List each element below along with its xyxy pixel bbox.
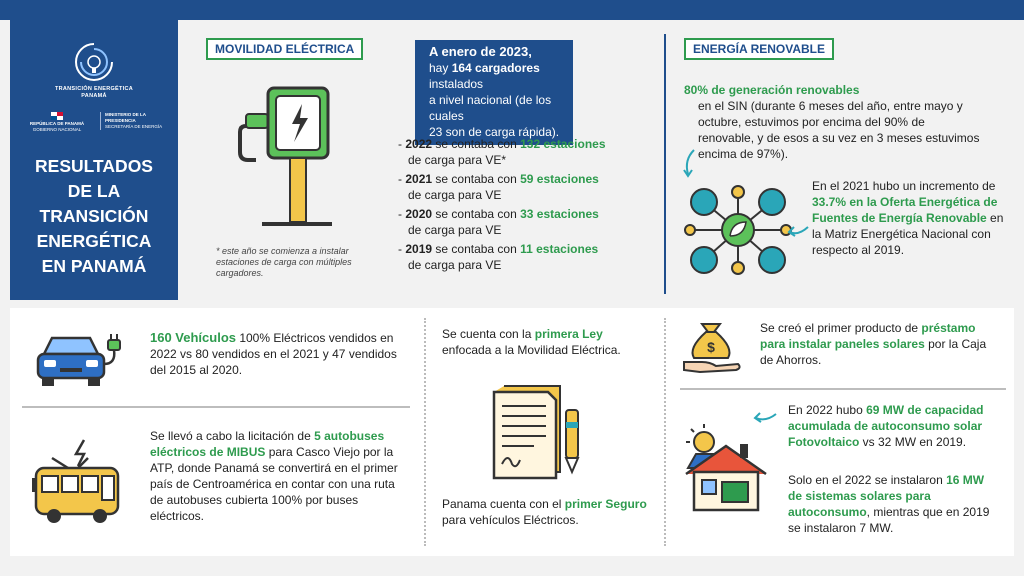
sidebar bbox=[10, 20, 178, 300]
loan-text: Se creó el primer producto de préstamo para instalar paneles solares por la Caja de Ahorros. bbox=[760, 321, 987, 367]
republic-logo bbox=[22, 112, 92, 133]
ministry-label: MINISTERIO DE LA PRESIDENCIA bbox=[105, 112, 146, 123]
logo-text bbox=[10, 86, 178, 100]
arrow-left-icon bbox=[752, 410, 778, 424]
money-hand-icon bbox=[682, 318, 744, 374]
top-bar bbox=[0, 0, 1024, 20]
list-item: - 2019 se contaba con 11 estaciones de carga para VE bbox=[398, 242, 599, 272]
title-line-2: DE LA bbox=[67, 181, 121, 201]
list-item: - 2021 se contaba con 59 estaciones de carga para VE bbox=[398, 172, 599, 202]
chargers-box-line-2: a nivel nacional (de los cuales bbox=[429, 93, 552, 123]
renewable-increase-text: En el 2021 hubo un incremento de 33.7% en la Oferta Energética de Fuentes de Energía Renovable en la Matriz Energética Nacional con respecto al 2019. bbox=[812, 179, 1004, 257]
movilidad-tag: MOVILIDAD ELÉCTRICA bbox=[206, 38, 363, 60]
chargers-box bbox=[415, 40, 573, 145]
government-logos bbox=[22, 112, 172, 134]
solar-capacity-text: En 2022 hubo 69 MW de capacidad acumulada de autoconsumo solar Fotovoltaico vs 32 MW en 2019. bbox=[788, 403, 984, 449]
title-line-1: RESULTADOS bbox=[35, 156, 153, 176]
divider bbox=[680, 388, 1006, 390]
document-pen-icon bbox=[490, 380, 590, 480]
republic-label: REPÚBLICA DE PANAMÁ bbox=[29, 121, 85, 126]
list-item: - 2020 se contaba con 33 estaciones de carga para VE bbox=[398, 207, 599, 237]
svg-text:$: $ bbox=[707, 339, 715, 355]
renewable-body: en el SIN (durante 6 meses del año, entre mayo y octubre, estuvimos por encima del 90% de renovable, y de esos a su vez en 3 meses estuvimos encima de 97%). bbox=[698, 99, 980, 161]
electric-bus-icon bbox=[28, 438, 124, 528]
chargers-box-title: A enero de 2023, bbox=[429, 44, 532, 59]
chargers-box-line-1: hay 164 cargadores instalados bbox=[429, 61, 540, 91]
charging-station-icon bbox=[232, 82, 332, 232]
title-line-4: ENERGÉTICA bbox=[36, 231, 152, 251]
solar-house-icon bbox=[682, 424, 772, 514]
renewable-headline: 80% de generación renovables bbox=[684, 83, 860, 97]
chargers-box-line-3: 23 son de carga rápida). bbox=[429, 125, 560, 139]
title-line-3: TRANSICIÓN bbox=[39, 206, 149, 226]
solar-installed-text: Solo en el 2022 se instalaron 16 MW de sistemas solares para autoconsumo, mientras que en 2019 se instalaron 7 MW. bbox=[788, 473, 990, 535]
page-title bbox=[10, 154, 178, 279]
dotted-divider bbox=[664, 318, 666, 546]
footnote: * este año se comienza a instalar estaciones de carga con múltiples cargadores. bbox=[216, 246, 352, 278]
arrow-left-icon bbox=[786, 224, 810, 238]
title-line-5: EN PANAMÁ bbox=[41, 256, 147, 276]
renewable-generation-text bbox=[684, 82, 984, 162]
gov-label: GOBIERNO NACIONAL bbox=[32, 127, 82, 132]
energy-logo-icon bbox=[72, 40, 116, 84]
panama-flag-icon bbox=[51, 112, 63, 120]
renovable-tag: ENERGÍA RENOVABLE bbox=[684, 38, 834, 60]
ministry-logo bbox=[100, 112, 172, 130]
logo-line-2: PANAMÁ bbox=[81, 93, 107, 99]
electric-car-icon bbox=[34, 328, 126, 392]
secretariat-label: SECRETARÍA DE ENERGÍA bbox=[105, 124, 163, 129]
vehicles-text: 160 Vehículos 100% Eléctricos vendidos en 2022 vs 80 vendidos en el 2021 y 47 vendidos del 2015 al 2020. bbox=[150, 330, 397, 377]
renewable-network-icon bbox=[682, 180, 794, 280]
divider bbox=[22, 406, 410, 408]
curved-arrow-icon bbox=[682, 148, 698, 178]
law-text: Se cuenta con la primera Ley enfocada a la Movilidad Eléctrica. bbox=[442, 327, 621, 357]
stations-list bbox=[398, 136, 650, 276]
list-item: - 2022 se contaba con 132 estaciones de carga para VE* bbox=[398, 137, 606, 167]
buses-text: Se llevó a cabo la licitación de 5 autobuses eléctricos de MIBUS para Casco Viejo por la ATP, donde Panamá se convertirá en el primer país de Centroamérica en contar con una ruta de autobuses cubierta 100% por buses eléctricos. bbox=[150, 429, 398, 523]
dotted-divider bbox=[424, 318, 426, 546]
section-divider bbox=[664, 34, 666, 294]
logo-line-1: TRANSICIÓN ENERGÉTICA bbox=[54, 86, 134, 92]
insurance-text: Panama cuenta con el primer Seguro para vehículos Eléctricos. bbox=[442, 497, 647, 527]
